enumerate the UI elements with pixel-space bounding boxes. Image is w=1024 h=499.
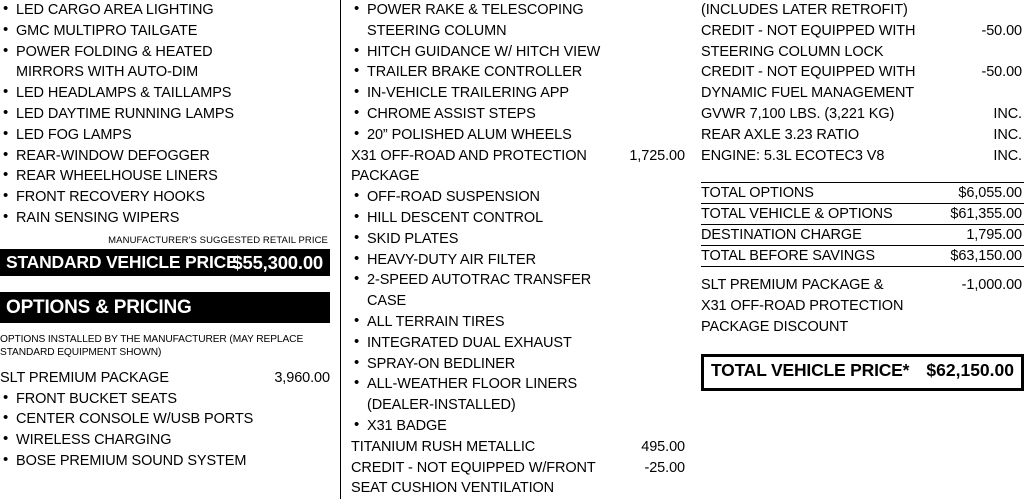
total-options-amount: $6,055.00	[958, 185, 1022, 202]
list-item: • SKID PLATES	[351, 229, 685, 250]
list-item: • POWER RAKE & TELESCOPING	[351, 0, 685, 21]
seat-ventilation-credit-label-line2: SEAT CUSHION VENTILATION	[351, 480, 555, 497]
list-item: • 20” POLISHED ALUM WHEELS	[351, 125, 685, 146]
rear-axle-label: REAR AXLE 3.23 RATIO	[701, 126, 860, 143]
list-item: • LED DAYTIME RUNNING LAMPS	[0, 104, 330, 125]
list-item-continuation: CASE	[367, 293, 407, 310]
slt-premium-package-amount: 3,960.00	[274, 369, 330, 386]
list-item: • HILL DESCENT CONTROL	[351, 208, 685, 229]
credit-line-label: CREDIT - NOT EQUIPPED WITH	[701, 64, 916, 81]
total-vehicle-price-amount: $62,150.00	[926, 359, 1014, 380]
x31-package-row	[351, 146, 685, 167]
list-item: • BOSE PREMIUM SOUND SYSTEM	[0, 451, 330, 472]
options-installed-note: OPTIONS INSTALLED BY THE MANUFACTURER (MAY REPLACE STANDARD EQUIPMENT SHOWN)	[0, 333, 304, 358]
total-before-savings-label: TOTAL BEFORE SAVINGS	[701, 248, 875, 265]
standard-vehicle-price-band	[0, 249, 330, 276]
standard-vehicle-price-amount: $55,300.00	[232, 251, 323, 273]
list-item: • INTEGRATED DUAL EXHAUST	[351, 333, 685, 354]
slt-premium-package-label: SLT PREMIUM PACKAGE	[0, 369, 169, 386]
gvwr-line	[701, 104, 1024, 125]
credit-line-amount: -50.00	[981, 22, 1022, 39]
credit-line-amount: -50.00	[981, 64, 1022, 81]
credit-line-label: STEERING COLUMN LOCK	[701, 43, 884, 60]
list-item: • LED HEADLAMPS & TAILLAMPS	[0, 83, 330, 104]
list-item: • SPRAY-ON BEDLINER	[351, 354, 685, 375]
list-item: • HEAVY-DUTY AIR FILTER	[351, 250, 685, 271]
seat-ventilation-credit-amount: -25.00	[644, 459, 685, 476]
column-standard-equipment	[0, 0, 330, 472]
credit-line	[701, 21, 1024, 42]
list-item: • FRONT RECOVERY HOOKS	[0, 187, 330, 208]
list-item: • WIRELESS CHARGING	[0, 430, 330, 451]
totals-table	[701, 182, 1024, 267]
rear-axle-amount: INC.	[993, 126, 1022, 143]
paint-option-row	[351, 437, 685, 458]
total-vehicle-options-amount: $61,355.00	[950, 206, 1022, 223]
list-item: • 2-SPEED AUTOTRAC TRANSFER	[351, 270, 685, 291]
list-item-continuation: STEERING COLUMN	[367, 22, 507, 39]
total-vehicle-price-box	[701, 354, 1024, 391]
credit-line-label: (INCLUDES LATER RETROFIT)	[701, 2, 908, 18]
x31-package-amount: 1,725.00	[629, 147, 685, 164]
package-features-continued	[351, 0, 685, 146]
x31-package-items	[351, 187, 685, 437]
options-pricing-header: OPTIONS & PRICING	[0, 292, 330, 323]
gvwr-amount: INC.	[993, 105, 1022, 122]
credit-line	[701, 42, 1024, 63]
list-item: • RAIN SENSING WIPERS	[0, 208, 330, 229]
credit-line-label: DYNAMIC FUEL MANAGEMENT	[701, 85, 915, 102]
list-item: • ALL-WEATHER FLOOR LINERS	[351, 374, 685, 395]
table-row	[701, 204, 1024, 225]
list-item: • FRONT BUCKET SEATS	[0, 389, 330, 410]
column-totals	[695, 0, 1024, 391]
engine-label: ENGINE: 5.3L ECOTEC3 V8	[701, 147, 885, 164]
standard-vehicle-price-label: STANDARD VEHICLE PRICE	[6, 251, 238, 272]
list-item: • HITCH GUIDANCE W/ HITCH VIEW	[351, 42, 685, 63]
list-item: • GMC MULTIPRO TAILGATE	[0, 21, 330, 42]
paint-option-amount: 495.00	[641, 438, 685, 455]
column-options	[340, 0, 685, 499]
table-row	[701, 225, 1024, 246]
list-item-continuation: (DEALER-INSTALLED)	[367, 397, 516, 414]
list-item: • TRAILER BRAKE CONTROLLER	[351, 62, 685, 83]
paint-option-label: TITANIUM RUSH METALLIC	[351, 438, 536, 455]
x31-package-label-line2: PACKAGE	[351, 168, 420, 185]
slt-premium-package-row	[0, 368, 330, 389]
discount-label: SLT PREMIUM PACKAGE &	[701, 277, 884, 294]
list-item: • POWER FOLDING & HEATED	[0, 42, 330, 63]
x31-package-label: X31 OFF-ROAD AND PROTECTION	[351, 147, 587, 164]
list-item: • IN-VEHICLE TRAILERING APP	[351, 83, 685, 104]
discount-label: PACKAGE DISCOUNT	[701, 318, 849, 335]
discount-line	[701, 296, 1024, 317]
table-row	[701, 183, 1024, 204]
seat-ventilation-credit-label: CREDIT - NOT EQUIPPED W/FRONT	[351, 459, 596, 476]
standard-features-list	[0, 0, 330, 229]
destination-charge-label: DESTINATION CHARGE	[701, 227, 862, 244]
list-item: • OFF-ROAD SUSPENSION	[351, 187, 685, 208]
list-item: • CENTER CONSOLE W/USB PORTS	[0, 409, 330, 430]
msrp-note: MANUFACTURER'S SUGGESTED RETAIL PRICE	[108, 234, 328, 246]
list-item-continuation: MIRRORS WITH AUTO-DIM	[16, 64, 199, 81]
discount-label: X31 OFF-ROAD PROTECTION	[701, 298, 904, 315]
discount-line	[701, 317, 1024, 338]
list-item: • REAR-WINDOW DEFOGGER	[0, 146, 330, 167]
seat-ventilation-credit-row	[351, 458, 685, 479]
gvwr-label: GVWR 7,100 LBS. (3,221 KG)	[701, 105, 895, 122]
total-vehicle-options-label: TOTAL VEHICLE & OPTIONS	[701, 206, 893, 223]
list-item: • ALL TERRAIN TIRES	[351, 312, 685, 333]
rear-axle-line	[701, 125, 1024, 146]
slt-premium-package-items	[0, 389, 330, 472]
list-item: • REAR WHEELHOUSE LINERS	[0, 166, 330, 187]
credit-line	[701, 62, 1024, 83]
total-options-label: TOTAL OPTIONS	[701, 185, 814, 202]
list-item: • LED CARGO AREA LIGHTING	[0, 0, 330, 21]
engine-amount: INC.	[993, 147, 1022, 164]
destination-charge-amount: 1,795.00	[966, 227, 1022, 244]
list-item: • X31 BADGE	[351, 416, 685, 437]
total-before-savings-amount: $63,150.00	[950, 248, 1022, 265]
list-item: • LED FOG LAMPS	[0, 125, 330, 146]
engine-line	[701, 146, 1024, 167]
discount-amount: -1,000.00	[961, 277, 1022, 294]
total-vehicle-price-label: TOTAL VEHICLE PRICE*	[711, 359, 910, 380]
credit-line-label: CREDIT - NOT EQUIPPED WITH	[701, 22, 916, 39]
discount-line	[701, 275, 1024, 296]
credit-line	[701, 0, 1024, 21]
credit-line	[701, 83, 1024, 104]
table-row	[701, 246, 1024, 267]
list-item: • CHROME ASSIST STEPS	[351, 104, 685, 125]
